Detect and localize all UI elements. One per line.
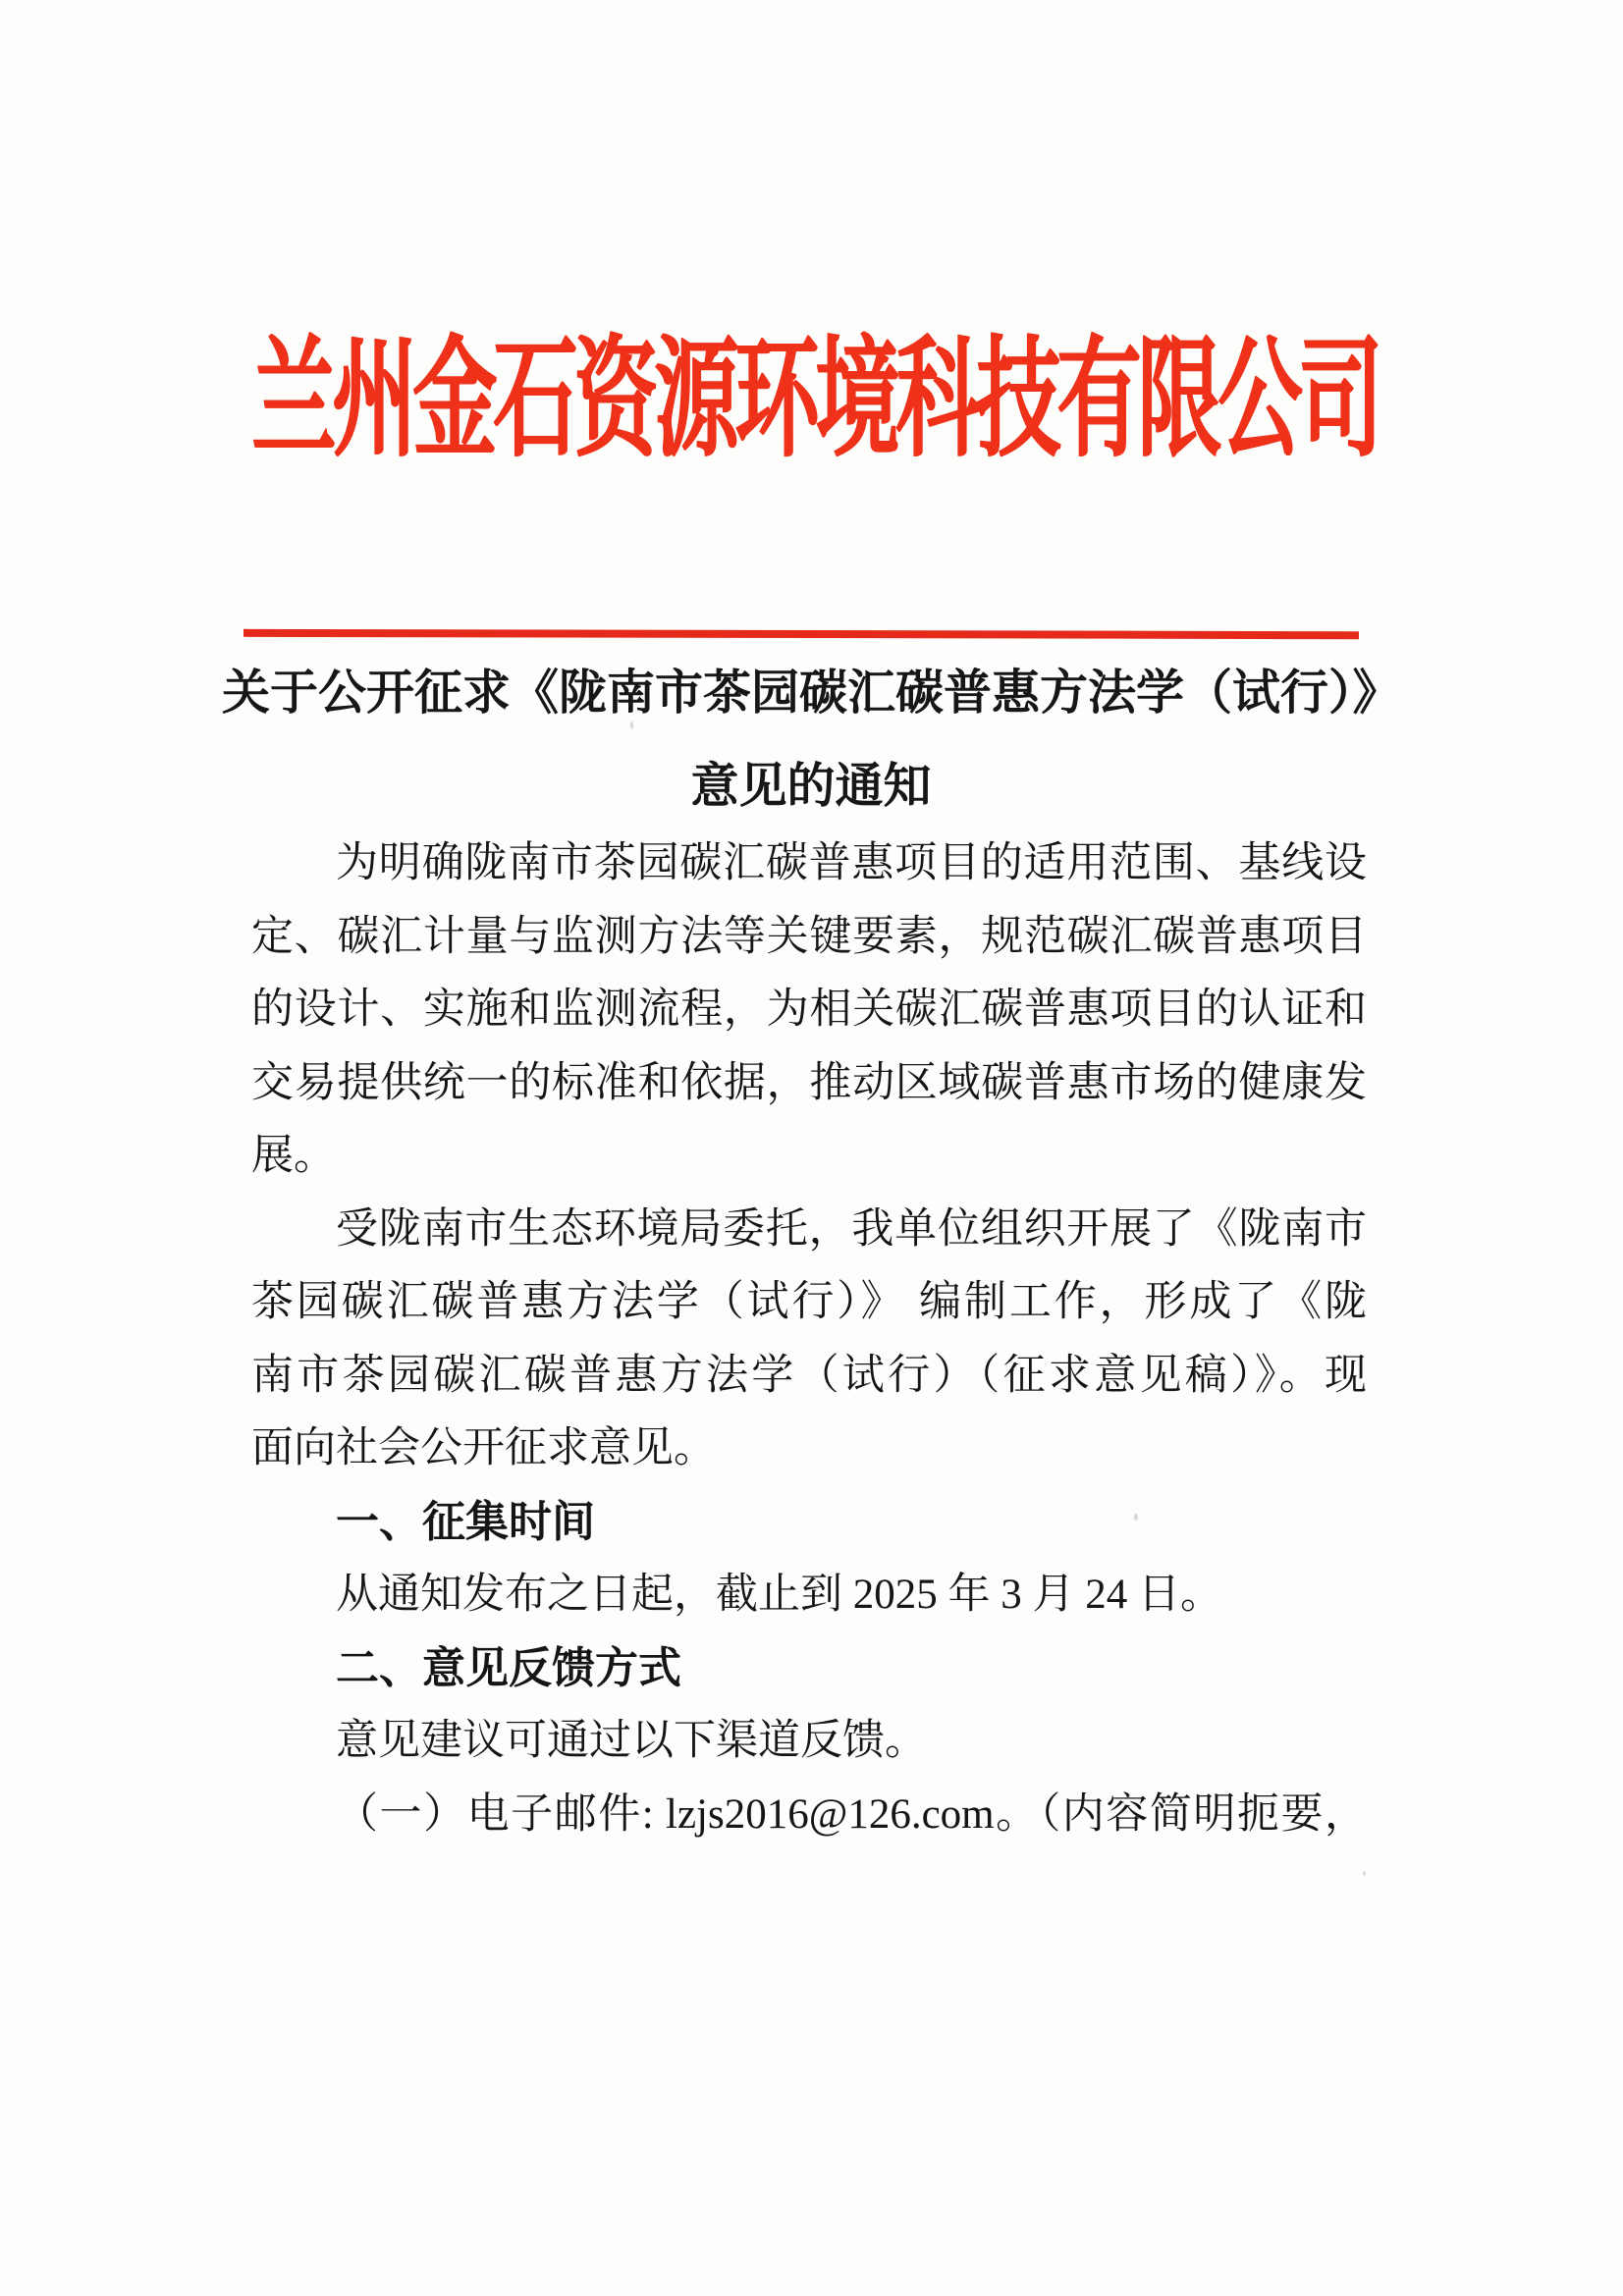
body-line: 交易提供统一的标准和依据，推动区域碳普惠市场的健康发: [251, 1059, 1367, 1106]
document-body: [251, 828, 1367, 1851]
body-line: 意见建议可通过以下渠道反馈。: [336, 1718, 927, 1764]
document-title-line2: 意见的通知: [690, 759, 932, 813]
body-line-email: （一）电子邮件: lzjs2016@126.com。（内容简明扼要，: [336, 1790, 1367, 1838]
body-line: 南市茶园碳汇碳普惠方法学（试行）（征求意见稿）》。现: [251, 1352, 1367, 1399]
body-line: 受陇南市生态环境局委托，我单位组织开展了《陇南市: [336, 1205, 1367, 1253]
document-title-line1: 关于公开征求《陇南市茶园碳汇碳普惠方法学（试行）》: [222, 666, 1401, 720]
body-line: 面向社会公开征求意见。: [251, 1425, 716, 1471]
section-heading-collection-time: 一、征集时间: [336, 1497, 595, 1546]
body-line: 茶园碳汇碳普惠方法学（试行）》 编制工作，形成了《陇: [251, 1279, 1367, 1325]
letterhead-divider-line: [243, 629, 1359, 639]
company-name: 兰州金石资源环境科技有限公司: [251, 327, 1379, 473]
section-heading-feedback-method: 二、意见反馈方式: [336, 1643, 681, 1692]
scan-speckle: [630, 721, 633, 729]
body-line: 定、碳汇计量与监测方法等关键要素，规范碳汇碳普惠项目: [251, 913, 1367, 960]
body-line: 展。: [251, 1133, 336, 1179]
document-title: [222, 646, 1400, 832]
body-line: 为明确陇南市茶园碳汇碳普惠项目的适用范围、基线设: [336, 840, 1367, 886]
body-line: 的设计、实施和监测流程，为相关碳汇碳普惠项目的认证和: [251, 987, 1367, 1033]
scan-speckle: [1134, 1514, 1138, 1521]
scan-speckle: [1363, 1871, 1366, 1876]
body-line-deadline: 从通知发布之日起，截止到 2025 年 3 月 24 日。: [336, 1572, 1222, 1618]
